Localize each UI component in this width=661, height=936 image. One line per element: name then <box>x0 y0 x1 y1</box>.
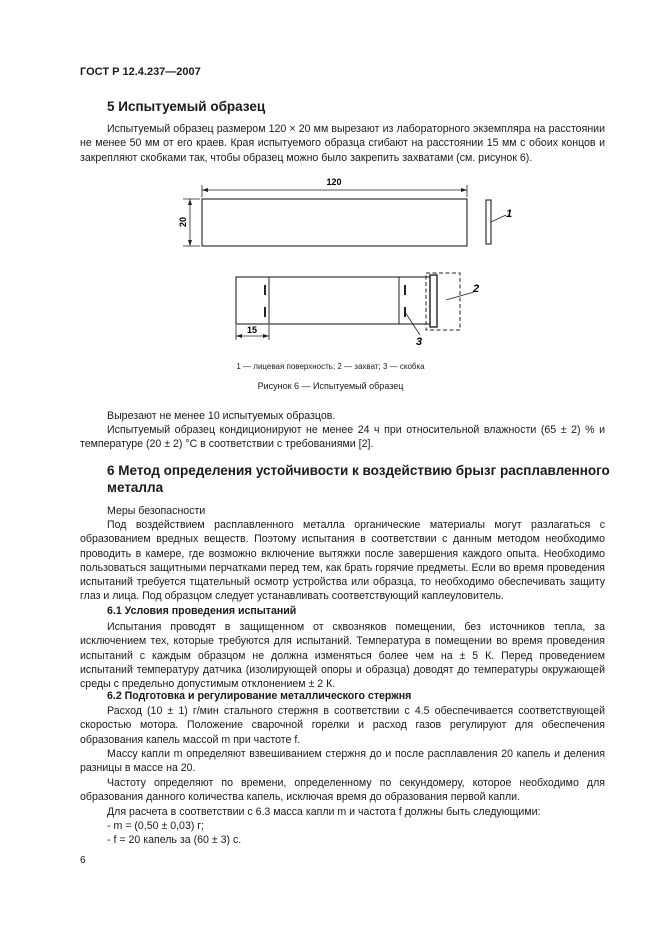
label-3: 3 <box>416 336 423 345</box>
arrow-15-right <box>263 334 269 338</box>
conditioning-paragraph: Испытуемый образец кондиционируют не менее 24 ч при относительной влажности (65 ± 2) % и температуре (20 ± 2) °С в соответствии с требованиями [2]. <box>80 424 605 451</box>
dim-fold-label: 15 <box>246 325 258 335</box>
arrow-bottom <box>188 240 192 246</box>
label-2: 2 <box>473 283 480 295</box>
section-5-heading: 5 Испытуемый образец <box>107 99 266 114</box>
page-number: 6 <box>80 855 86 866</box>
specimen-flat <box>202 199 467 246</box>
subsection-6-2-paragraph-1: Расход (10 ± 1) г/мин стального стержня в соответствии с 4.5 обеспечивается соответствующей скоростью мотора. Положение сварочной горелки и расход газов регулируют для обеспечения образования капель массой m при частоте f. <box>80 705 605 746</box>
arrow-right <box>461 188 467 192</box>
list-item-frequency: - f = 20 капель за (60 ± 3) с. <box>107 834 242 846</box>
dim-width-label: 20 <box>178 216 188 228</box>
figure-legend: 1 — лицевая поверхность; 2 — захват; 3 — скобка <box>236 362 425 371</box>
dim-length-label: 120 <box>326 177 342 187</box>
figure-caption: Рисунок 6 — Испытуемый образец <box>257 381 404 391</box>
section-6-heading-line2: металла <box>107 480 164 495</box>
arrow-left <box>202 188 208 192</box>
safety-paragraph: Под воздействием расплавленного металла органические материалы могут разлагаться с образованием вредных веществ. Поэтому испытания в соответствии с данным методом необходимо проводить в камере, где возможно включение вытяжки после завершения каждого опыта. Необходимо пользоваться защитными перчатками перед тем, как брать горячие предметы. Если во время проведения испытаний требуется тщательный осмотр устройства или образца, то необходимо обеспечивать защиту глаз и лица. Под образцом следует устанавливать соответствующий каплеуловитель. <box>80 519 605 603</box>
clamp-inner <box>430 275 437 327</box>
leader-1 <box>491 215 506 222</box>
subsection-6-2-paragraph-2: Массу капли m определяют взвешиванием стержня до и после расплавления 20 капель и деления разницы в массе на 20. <box>80 748 605 775</box>
subsection-6-2-paragraph-3: Частоту определяют по времени, определенному по секундомеру, которое необходимо для образования данного количества капель, исключая время до образования первой капли. <box>80 777 605 804</box>
list-item-mass: - m = (0,50 ± 0,03) г; <box>107 820 205 832</box>
arrow-15-left <box>236 334 242 338</box>
arrow-top <box>188 199 192 205</box>
section-6-heading-line1: 6 Метод определения устойчивости к воздействию брызг расплавленного <box>107 463 610 478</box>
face-side-view <box>486 200 491 244</box>
subsection-6-1-heading: 6.1 Условия проведения испытаний <box>107 605 297 617</box>
clamp-outline <box>426 273 460 330</box>
subsection-6-2-heading: 6.2 Подготовка и регулирование металлического стержня <box>107 690 412 702</box>
subsection-6-1-paragraph: Испытания проводят в защищенном от сквозняков помещении, без источников тепла, за исключением тех, которые требуются для испытаний. Температура в помещении во время проведения испытаний с каждым образцом не должна изменяться более чем на ± 5 К. Перед проведением испытаний температуру датчика (изолирующей опоры и образца) доводят до температуры окружающей среды с предельно допустимым отклонением ± 2 К. <box>80 621 605 691</box>
document-header: ГОСТ Р 12.4.237—2007 <box>80 66 201 78</box>
subsection-6-2-paragraph-4: Для расчета в соответствии с 6.3 масса капли m и частота f должны быть следующими: <box>107 806 541 818</box>
safety-title: Меры безопасности <box>107 505 206 517</box>
label-1: 1 <box>506 208 513 220</box>
specimen-count-paragraph: Вырезают не менее 10 испытуемых образцов. <box>107 410 336 422</box>
section-5-paragraph: Испытуемый образец размером 120 × 20 мм вырезают из лабораторного экземпляра на расстоянии не менее 50 мм от его краев. Края испытуемого образца сгибают на расстоянии 15 мм с обоих концов и закрепляют скобками так, чтобы образец можно было закрепить захватами (см. рисунок 6). <box>80 123 605 164</box>
figure-6-drawing <box>0 170 661 345</box>
